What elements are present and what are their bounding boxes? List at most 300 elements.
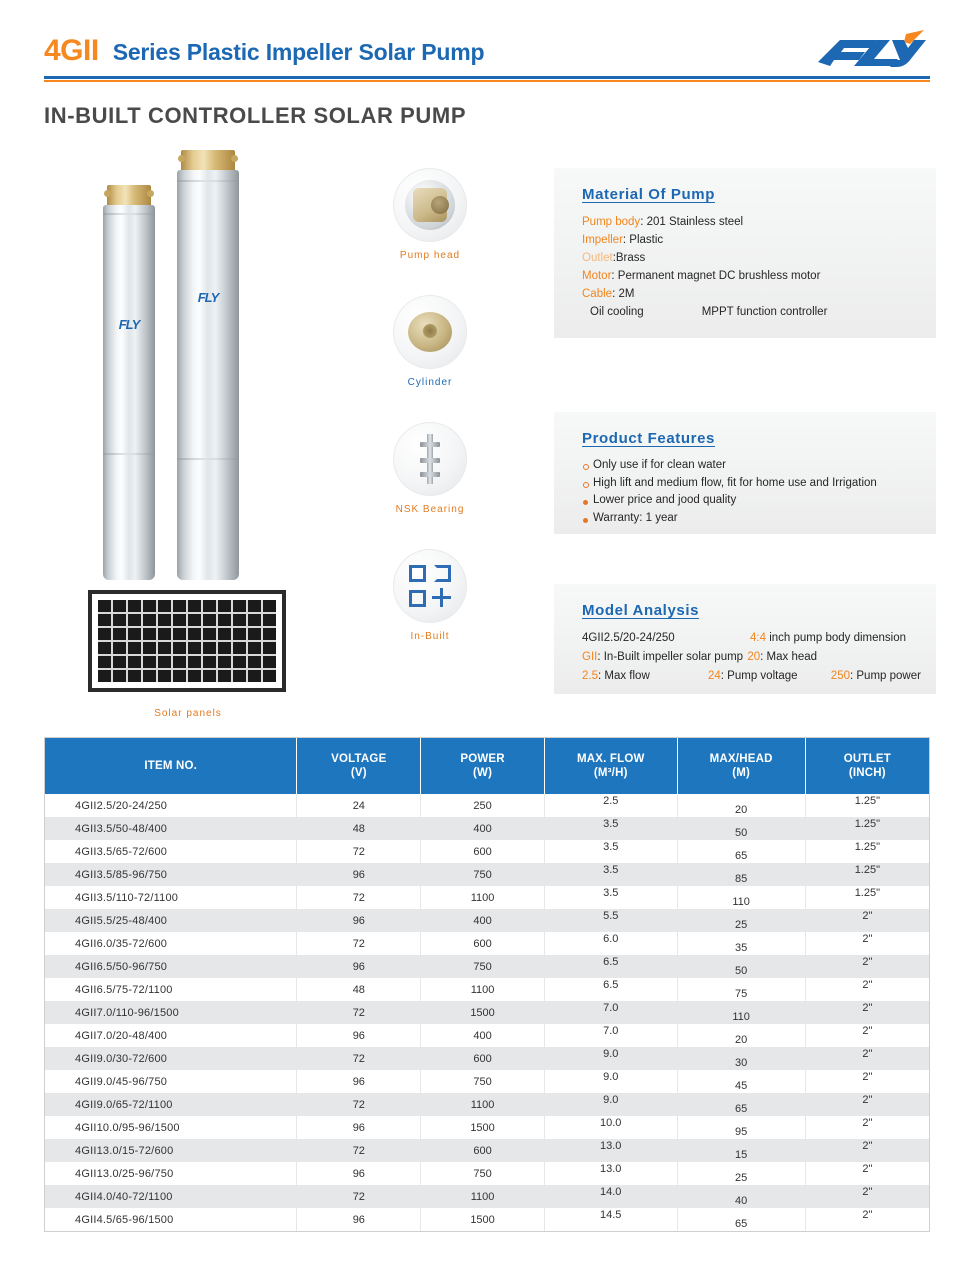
pump-steel-body bbox=[177, 170, 239, 580]
cell-power: 400 bbox=[421, 817, 545, 840]
solar-cell bbox=[233, 614, 246, 626]
cell-item-no: 4GII7.0/20-48/400 bbox=[45, 1024, 297, 1047]
header-line-2: (INCH) bbox=[848, 767, 886, 779]
material-of-pump-panel bbox=[554, 168, 936, 338]
material-key: Pump body bbox=[582, 216, 641, 228]
model-line-1 bbox=[582, 629, 936, 648]
solar-cell bbox=[128, 656, 141, 668]
material-row bbox=[582, 249, 936, 267]
solar-panel-figure bbox=[88, 590, 288, 719]
solar-cell bbox=[188, 600, 201, 612]
cell-power: 400 bbox=[421, 909, 545, 932]
solar-cell bbox=[263, 600, 276, 612]
solar-cell bbox=[248, 614, 261, 626]
cell-max-head: 15 bbox=[677, 1139, 805, 1162]
cell-max-flow: 7.0 bbox=[544, 1024, 677, 1047]
divider-blue bbox=[44, 76, 930, 79]
cell-max-flow: 3.5 bbox=[544, 840, 677, 863]
table-row bbox=[45, 863, 929, 886]
pump-image-large bbox=[177, 150, 239, 580]
feature-item: Lower price and jood quality bbox=[582, 492, 936, 510]
solar-cell bbox=[248, 600, 261, 612]
material-sep: : bbox=[612, 252, 616, 264]
model-text-head: : Max head bbox=[760, 651, 818, 663]
solar-cell bbox=[128, 642, 141, 654]
cell-voltage: 72 bbox=[297, 1093, 421, 1116]
pump-steel-body bbox=[103, 205, 155, 580]
cell-item-no: 4GII10.0/95-96/1500 bbox=[45, 1116, 297, 1139]
cell-power: 1100 bbox=[421, 1185, 545, 1208]
table-row bbox=[45, 1001, 929, 1024]
cell-voltage: 96 bbox=[297, 1024, 421, 1047]
cell-outlet: 2" bbox=[805, 1139, 929, 1162]
cell-max-head: 20 bbox=[677, 794, 805, 817]
solar-cell bbox=[233, 642, 246, 654]
cell-max-head: 65 bbox=[677, 1093, 805, 1116]
solar-cell bbox=[98, 670, 111, 682]
cell-power: 600 bbox=[421, 1139, 545, 1162]
cell-item-no: 4GII6.5/75-72/1100 bbox=[45, 978, 297, 1001]
cell-outlet: 2" bbox=[862, 1071, 873, 1083]
cell-item-no: 4GII6.5/50-96/750 bbox=[45, 955, 297, 978]
solar-cell bbox=[113, 642, 126, 654]
solar-cell bbox=[263, 656, 276, 668]
model-text-power: : Pump power bbox=[849, 670, 921, 682]
cell-max-flow: 6.5 bbox=[544, 978, 677, 1001]
material-sep: : bbox=[640, 216, 647, 228]
solar-cell bbox=[98, 628, 111, 640]
cell-max-flow: 2.5 bbox=[544, 794, 677, 817]
cell-item-no: 4GII6.0/35-72/600 bbox=[45, 932, 297, 955]
solar-cell bbox=[263, 670, 276, 682]
pump-seam bbox=[177, 458, 239, 460]
cell-max-head: 95 bbox=[677, 1116, 805, 1139]
table-row bbox=[45, 1116, 929, 1139]
material-row bbox=[582, 231, 936, 249]
cell-outlet: 2" bbox=[805, 1001, 929, 1024]
features-panel-title: Product Features bbox=[582, 430, 715, 447]
model-code: 4GII2.5/20-24/250 bbox=[582, 632, 675, 644]
solar-cell bbox=[233, 600, 246, 612]
feature-item: Only use if for clean water bbox=[582, 457, 936, 475]
cell-outlet: 2" bbox=[862, 979, 873, 991]
solar-cell bbox=[113, 656, 126, 668]
column-header-outlet bbox=[805, 738, 929, 794]
material-value: Permanent magnet DC brushless motor bbox=[617, 270, 821, 282]
cell-outlet: 2" bbox=[862, 1163, 873, 1175]
solar-cell bbox=[158, 670, 171, 682]
cell-power: 1500 bbox=[421, 1208, 545, 1231]
cell-voltage: 48 bbox=[297, 978, 421, 1001]
cell-max-flow: 13.0 bbox=[544, 1139, 677, 1162]
cell-item-no: 4GII4.5/65-96/1500 bbox=[45, 1208, 297, 1231]
pump-seam bbox=[103, 213, 155, 215]
model-key-power: 250 bbox=[830, 670, 850, 682]
header-line-1: OUTLET bbox=[843, 753, 891, 765]
solar-cell bbox=[248, 656, 261, 668]
pump-product-images bbox=[95, 150, 275, 580]
solar-cell bbox=[203, 614, 216, 626]
solar-cell bbox=[158, 628, 171, 640]
cell-max-flow: 9.0 bbox=[544, 1047, 677, 1070]
cell-max-flow: 14.5 bbox=[544, 1208, 677, 1231]
solar-cell bbox=[188, 614, 201, 626]
material-row bbox=[582, 285, 936, 303]
cell-power: 400 bbox=[421, 1024, 545, 1047]
model-text-voltage: : Pump voltage bbox=[720, 670, 798, 682]
cell-max-flow: 9.0 bbox=[544, 1093, 677, 1116]
solar-cell bbox=[173, 670, 186, 682]
cell-max-flow: 3.5 bbox=[544, 886, 677, 909]
cell-power: 600 bbox=[421, 840, 545, 863]
solar-cell bbox=[143, 642, 156, 654]
header-line-2: (V) bbox=[350, 767, 367, 779]
solar-cell bbox=[233, 656, 246, 668]
header-divider bbox=[44, 76, 930, 82]
cell-voltage: 72 bbox=[297, 1047, 421, 1070]
cell-voltage: 48 bbox=[297, 817, 421, 840]
cell-power: 250 bbox=[421, 794, 545, 817]
cell-power: 1100 bbox=[421, 1093, 545, 1116]
table-row bbox=[45, 1093, 929, 1116]
material-value: 201 Stainless steel bbox=[646, 216, 744, 228]
solar-cell bbox=[113, 670, 126, 682]
cell-power: 1500 bbox=[421, 1001, 545, 1024]
cell-outlet: 2" bbox=[862, 1209, 873, 1221]
table-row bbox=[45, 1208, 929, 1231]
solar-cell bbox=[203, 670, 216, 682]
pump-body-logo: FLY bbox=[197, 290, 219, 305]
table-row bbox=[45, 1047, 929, 1070]
cell-item-no: 4GII3.5/85-96/750 bbox=[45, 863, 297, 886]
cell-power: 750 bbox=[421, 1070, 545, 1093]
cell-outlet: 2" bbox=[805, 955, 929, 978]
solar-cell bbox=[248, 642, 261, 654]
material-sep: : bbox=[622, 234, 630, 246]
column-header-max-head bbox=[677, 738, 805, 794]
thumbnail-label: NSK Bearing bbox=[395, 504, 465, 515]
thumbnail-label: Pump head bbox=[399, 250, 461, 261]
table-row bbox=[45, 1185, 929, 1208]
cell-voltage: 72 bbox=[297, 886, 421, 909]
solar-cell bbox=[218, 600, 231, 612]
material-sep: : bbox=[612, 288, 619, 300]
pump-seam bbox=[177, 180, 239, 182]
cell-voltage: 96 bbox=[297, 1116, 421, 1139]
cell-max-flow: 7.0 bbox=[544, 1001, 677, 1024]
cell-outlet: 2" bbox=[805, 1093, 929, 1116]
pump-seam bbox=[103, 453, 155, 455]
cell-max-head: 25 bbox=[677, 909, 805, 932]
solar-cell bbox=[203, 642, 216, 654]
solar-cell bbox=[203, 600, 216, 612]
cell-voltage: 72 bbox=[297, 840, 421, 863]
solar-cell bbox=[218, 628, 231, 640]
solar-cell bbox=[233, 670, 246, 682]
solar-cell bbox=[113, 628, 126, 640]
cell-power: 750 bbox=[421, 1162, 545, 1185]
model-text-gii: : In-Built impeller solar pump bbox=[597, 651, 744, 663]
thumbnail-label: Cylinder bbox=[407, 377, 453, 388]
material-key: Outlet bbox=[582, 252, 613, 264]
material-key: Impeller bbox=[582, 234, 623, 246]
material-key: Motor bbox=[582, 270, 612, 282]
solar-cell bbox=[143, 614, 156, 626]
cell-max-flow: 13.0 bbox=[544, 1162, 677, 1185]
page-title bbox=[44, 34, 930, 68]
table-row bbox=[45, 1070, 929, 1093]
solar-cell bbox=[263, 642, 276, 654]
cell-item-no: 4GII4.0/40-72/1100 bbox=[45, 1185, 297, 1208]
header-line-1: POWER bbox=[460, 753, 505, 765]
cell-item-no: 4GII3.5/110-72/1100 bbox=[45, 886, 297, 909]
model-key-flow: 2.5 bbox=[582, 670, 598, 682]
page-subtitle: IN-BUILT CONTROLLER SOLAR PUMP bbox=[44, 103, 467, 128]
header-line-1: MAX. FLOW bbox=[576, 753, 645, 765]
solar-cell bbox=[113, 600, 126, 612]
cell-item-no: 4GII9.0/30-72/600 bbox=[45, 1047, 297, 1070]
model-panel-title: Model Analysis bbox=[582, 602, 700, 619]
table-row bbox=[45, 909, 929, 932]
thumbnail-pump-head bbox=[380, 168, 480, 261]
cell-outlet: 2" bbox=[805, 1185, 929, 1208]
table-row bbox=[45, 886, 929, 909]
pump-head-photo bbox=[393, 168, 467, 242]
solar-cell bbox=[188, 628, 201, 640]
solar-cell bbox=[143, 670, 156, 682]
table-row bbox=[45, 955, 929, 978]
solar-cell bbox=[143, 656, 156, 668]
cell-max-head: 30 bbox=[677, 1047, 805, 1070]
table-row bbox=[45, 817, 929, 840]
cell-outlet: 2" bbox=[805, 1047, 929, 1070]
solar-cell bbox=[158, 656, 171, 668]
cell-item-no: 4GII2.5/20-24/250 bbox=[45, 794, 297, 817]
product-features-panel bbox=[554, 412, 936, 534]
material-row bbox=[582, 213, 936, 231]
table-row bbox=[45, 794, 929, 817]
header-line-1: VOLTAGE bbox=[331, 753, 387, 765]
solar-cell bbox=[128, 600, 141, 612]
cell-power: 750 bbox=[421, 863, 545, 886]
solar-panel-label: Solar panels bbox=[154, 708, 222, 719]
cell-outlet: 1.25" bbox=[805, 817, 929, 840]
solar-cell-grid bbox=[98, 600, 276, 682]
cell-max-flow: 5.5 bbox=[544, 909, 677, 932]
solar-cell bbox=[143, 600, 156, 612]
solar-cell bbox=[218, 670, 231, 682]
table-row bbox=[45, 932, 929, 955]
cell-outlet: 2" bbox=[862, 933, 873, 945]
cell-power: 600 bbox=[421, 932, 545, 955]
solar-cell bbox=[128, 628, 141, 640]
pump-brass-cap bbox=[107, 185, 151, 207]
cell-voltage: 72 bbox=[297, 932, 421, 955]
cell-item-no: 4GII9.0/65-72/1100 bbox=[45, 1093, 297, 1116]
material-value: 2M bbox=[618, 288, 635, 300]
material-row bbox=[582, 267, 936, 285]
cell-voltage: 96 bbox=[297, 1208, 421, 1231]
cell-voltage: 96 bbox=[297, 955, 421, 978]
material-sep: : bbox=[611, 270, 618, 282]
thumbnail-cylinder bbox=[380, 295, 480, 388]
solar-cell bbox=[158, 614, 171, 626]
model-key-dimension: 4:4 bbox=[750, 632, 766, 644]
solar-cell bbox=[113, 614, 126, 626]
cell-max-flow: 6.5 bbox=[544, 955, 677, 978]
title-model: 4GII bbox=[44, 34, 99, 67]
solar-cell bbox=[98, 656, 111, 668]
column-header-power bbox=[421, 738, 545, 794]
pump-body-logo: FLY bbox=[118, 317, 140, 332]
solar-cell bbox=[218, 614, 231, 626]
material-extra-row bbox=[582, 303, 936, 321]
solar-cell bbox=[248, 628, 261, 640]
cell-item-no: 4GII13.0/15-72/600 bbox=[45, 1139, 297, 1162]
specification-table bbox=[44, 737, 930, 1232]
header-line-1: MAX/HEAD bbox=[709, 753, 773, 765]
table-row bbox=[45, 1162, 929, 1185]
cell-outlet: 2" bbox=[862, 1025, 873, 1037]
table-row bbox=[45, 1024, 929, 1047]
cell-max-flow: 14.0 bbox=[544, 1185, 677, 1208]
cell-max-head: 45 bbox=[677, 1070, 805, 1093]
cell-voltage: 72 bbox=[297, 1139, 421, 1162]
column-header-voltage bbox=[297, 738, 421, 794]
solar-cell bbox=[173, 600, 186, 612]
thumbnail-nsk-bearing bbox=[380, 422, 480, 515]
divider-orange bbox=[44, 80, 930, 82]
solar-cell bbox=[203, 656, 216, 668]
material-key: Cable bbox=[582, 288, 613, 300]
cell-item-no: 4GII9.0/45-96/750 bbox=[45, 1070, 297, 1093]
cell-item-no: 4GII3.5/50-48/400 bbox=[45, 817, 297, 840]
cell-max-head: 25 bbox=[677, 1162, 805, 1185]
model-text-dimension: inch pump body dimension bbox=[769, 632, 907, 644]
cell-outlet: 1.25" bbox=[854, 795, 881, 807]
component-thumbnail-list bbox=[375, 168, 485, 676]
cell-voltage: 72 bbox=[297, 1185, 421, 1208]
cell-outlet: 2" bbox=[805, 909, 929, 932]
cell-max-head: 20 bbox=[677, 1024, 805, 1047]
column-header-max-flow bbox=[544, 738, 677, 794]
solar-cell bbox=[218, 642, 231, 654]
header-line-2: (M³/H) bbox=[593, 767, 628, 779]
mppt-text: MPPT function controller bbox=[701, 306, 828, 318]
solar-cell bbox=[98, 600, 111, 612]
oil-cooling-text: Oil cooling bbox=[590, 306, 644, 318]
cell-max-flow: 3.5 bbox=[544, 817, 677, 840]
material-value: Brass bbox=[615, 252, 646, 264]
cell-max-head: 85 bbox=[677, 863, 805, 886]
solar-cell bbox=[173, 642, 186, 654]
solar-cell bbox=[218, 656, 231, 668]
feature-item: Warranty: 1 year bbox=[582, 510, 936, 528]
pump-brass-cap bbox=[181, 150, 235, 172]
solar-cell bbox=[248, 670, 261, 682]
cell-voltage: 96 bbox=[297, 1162, 421, 1185]
cell-item-no: 4GII7.0/110-96/1500 bbox=[45, 1001, 297, 1024]
cell-max-head: 75 bbox=[677, 978, 805, 1001]
cell-item-no: 4GII5.5/25-48/400 bbox=[45, 909, 297, 932]
model-line-3 bbox=[582, 667, 936, 686]
solar-cell bbox=[173, 656, 186, 668]
solar-cell bbox=[143, 628, 156, 640]
table-header-row bbox=[45, 738, 929, 794]
cell-max-flow: 9.0 bbox=[544, 1070, 677, 1093]
solar-cell bbox=[263, 614, 276, 626]
solar-cell bbox=[98, 614, 111, 626]
cell-power: 1500 bbox=[421, 1116, 545, 1139]
cell-voltage: 96 bbox=[297, 1070, 421, 1093]
solar-cell bbox=[188, 656, 201, 668]
model-key-voltage: 24 bbox=[708, 670, 721, 682]
solar-cell bbox=[188, 642, 201, 654]
in-built-grid-icon bbox=[393, 549, 467, 623]
cell-item-no: 4GII13.0/25-96/750 bbox=[45, 1162, 297, 1185]
cell-max-flow: 3.5 bbox=[544, 863, 677, 886]
solar-cell bbox=[158, 642, 171, 654]
bearing-photo bbox=[393, 422, 467, 496]
header-line-1: ITEM NO. bbox=[144, 760, 198, 772]
cell-max-head: 40 bbox=[677, 1185, 805, 1208]
cell-item-no: 4GII3.5/65-72/600 bbox=[45, 840, 297, 863]
cell-max-head: 110 bbox=[677, 886, 805, 909]
model-key-head: 20 bbox=[747, 651, 761, 663]
cell-max-head: 50 bbox=[677, 817, 805, 840]
solar-cell bbox=[263, 628, 276, 640]
table-row bbox=[45, 978, 929, 1001]
column-header-item-no bbox=[45, 738, 297, 794]
cell-voltage: 24 bbox=[297, 794, 421, 817]
cell-power: 1100 bbox=[421, 978, 545, 1001]
cell-max-head: 35 bbox=[677, 932, 805, 955]
cell-voltage: 72 bbox=[297, 1001, 421, 1024]
material-panel-title: Material Of Pump bbox=[582, 186, 715, 203]
thumbnail-label: In-Built bbox=[410, 631, 450, 642]
cell-power: 600 bbox=[421, 1047, 545, 1070]
solar-cell bbox=[203, 628, 216, 640]
solar-cell bbox=[173, 628, 186, 640]
cell-power: 750 bbox=[421, 955, 545, 978]
cell-outlet: 1.25" bbox=[854, 887, 881, 899]
pump-image-small bbox=[103, 185, 155, 580]
page-header bbox=[44, 34, 930, 86]
thumbnail-in-built bbox=[380, 549, 480, 642]
model-analysis-panel bbox=[554, 584, 936, 694]
solar-cell bbox=[233, 628, 246, 640]
solar-cell bbox=[158, 600, 171, 612]
model-line-2 bbox=[582, 648, 936, 667]
feature-item: High lift and medium flow, fit for home use and Irrigation bbox=[582, 475, 936, 493]
table-row bbox=[45, 1139, 929, 1162]
cell-outlet: 2" bbox=[862, 1117, 873, 1129]
solar-cell bbox=[173, 614, 186, 626]
cell-voltage: 96 bbox=[297, 909, 421, 932]
cell-max-head: 110 bbox=[677, 1001, 805, 1024]
fly-logo bbox=[810, 28, 930, 74]
solar-cell bbox=[188, 670, 201, 682]
header-line-2: (W) bbox=[473, 767, 493, 779]
cell-voltage: 96 bbox=[297, 863, 421, 886]
solar-cell bbox=[98, 642, 111, 654]
cell-max-head: 65 bbox=[677, 1208, 805, 1231]
cell-power: 1100 bbox=[421, 886, 545, 909]
header-line-2: (M) bbox=[732, 767, 751, 779]
table-row bbox=[45, 840, 929, 863]
cell-max-head: 65 bbox=[677, 840, 805, 863]
solar-cell bbox=[128, 614, 141, 626]
